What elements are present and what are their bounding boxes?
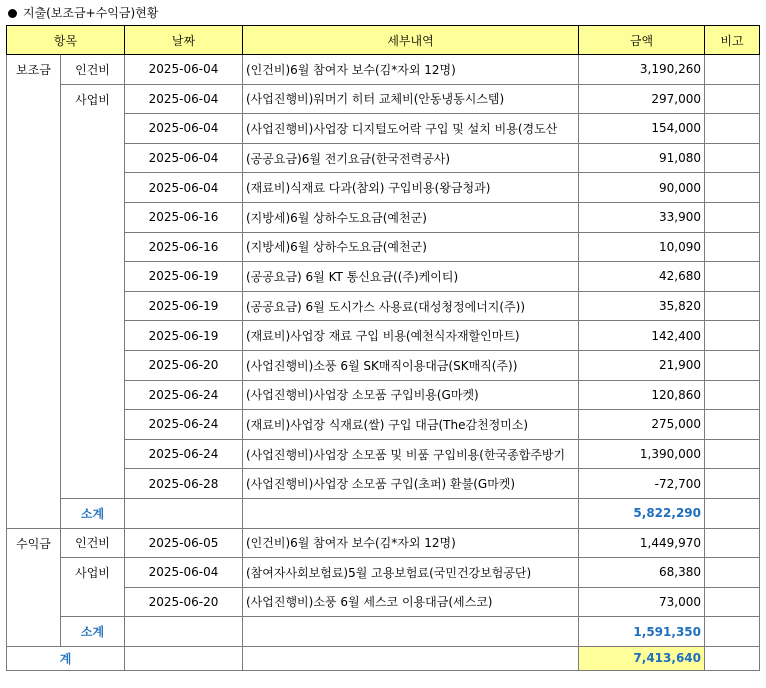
detail-cell[interactable]: (사업진행비)소풍 6월 SK매직이용대금(SK매직(주)) [243,350,579,380]
detail-cell[interactable]: (지방세)6월 상하수도요금(예천군) [243,202,579,232]
category-cell[interactable] [61,587,125,617]
amount-cell[interactable]: 120,860 [579,380,705,410]
group-cell[interactable] [7,321,61,351]
category-cell[interactable] [61,321,125,351]
note-cell[interactable] [705,350,760,380]
table-row [7,321,760,351]
detail-cell[interactable]: (재료비)사업장 재료 구입 비용(예천식자재할인마트) [243,321,579,351]
amount-cell[interactable]: 1,449,970 [579,528,705,558]
detail-cell[interactable]: (사업진행비)사업장 소모품 구입비용(G마켓) [243,380,579,410]
category-cell[interactable] [61,232,125,262]
group-cell[interactable] [7,498,61,528]
note-cell[interactable] [705,55,760,85]
note-cell[interactable] [705,380,760,410]
detail-cell[interactable]: (재료비)식재료 다과(참외) 구입비용(왕금청과) [243,173,579,203]
total-label: 계 [7,646,125,670]
header-date[interactable]: 날짜 [125,26,243,55]
date-cell[interactable]: 2025-06-04 [125,143,243,173]
date-cell[interactable]: 2025-06-20 [125,587,243,617]
category-cell[interactable] [61,350,125,380]
date-cell[interactable]: 2025-06-24 [125,380,243,410]
detail-cell[interactable]: (지방세)6월 상하수도요금(예천군) [243,232,579,262]
subtotal-label: 소계 [61,498,125,528]
detail-cell[interactable]: (인건비)6월 참여자 보수(김*자외 12명) [243,55,579,85]
note-cell[interactable] [705,617,760,647]
amount-cell[interactable]: 21,900 [579,350,705,380]
bullet-icon [8,9,17,18]
group-cell[interactable]: 수익금 [7,528,61,558]
category-cell[interactable]: 인건비 [61,528,125,558]
amount-cell[interactable]: 33,900 [579,202,705,232]
amount-cell[interactable]: 35,820 [579,291,705,321]
date-cell[interactable]: 2025-06-19 [125,291,243,321]
note-cell[interactable] [705,173,760,203]
detail-cell[interactable]: (재료비)사업장 식재료(쌀) 구입 대금(The감천정미소) [243,410,579,440]
note-cell[interactable] [705,114,760,144]
amount-cell[interactable]: 154,000 [579,114,705,144]
date-cell[interactable]: 2025-06-04 [125,84,243,114]
subtotal-label: 소계 [61,617,125,647]
detail-cell[interactable]: (사업진행비)사업장 소모품 및 비품 구입비용(한국종합주방기 [243,439,579,469]
detail-cell[interactable]: (공공요금) 6월 도시가스 사용료(대성청정에너지(주)) [243,291,579,321]
amount-cell[interactable]: -72,700 [579,469,705,499]
amount-cell[interactable]: 73,000 [579,587,705,617]
date-cell[interactable]: 2025-06-24 [125,410,243,440]
note-cell[interactable] [705,528,760,558]
amount-cell[interactable]: 3,190,260 [579,55,705,85]
amount-cell[interactable]: 10,090 [579,232,705,262]
category-cell[interactable]: 인건비 [61,55,125,85]
note-cell[interactable] [705,232,760,262]
report-title [8,5,158,21]
detail-cell[interactable]: (인건비)6월 참여자 보수(김*자외 12명) [243,528,579,558]
empty-cell[interactable] [125,617,243,647]
table-row [7,439,760,469]
table-row [7,143,760,173]
group-cell[interactable] [7,202,61,232]
group-cell[interactable] [7,291,61,321]
detail-cell[interactable]: (사업진행비)워머기 히터 교체비(안동냉동시스템) [243,84,579,114]
amount-cell[interactable]: 68,380 [579,558,705,588]
group-cell[interactable] [7,439,61,469]
table-row [7,380,760,410]
table-row [7,350,760,380]
note-cell[interactable] [705,410,760,440]
table-row [7,173,760,203]
detail-cell[interactable]: (사업진행비)사업장 디지털도어락 구입 및 설치 비용(경도산 [243,114,579,144]
group-cell[interactable] [7,173,61,203]
table-row [7,232,760,262]
detail-cell[interactable]: (참여자사회보험료)5월 고용보험료(국민건강보험공단) [243,558,579,588]
group-cell[interactable] [7,262,61,292]
date-cell[interactable]: 2025-06-16 [125,232,243,262]
category-cell[interactable] [61,143,125,173]
note-cell[interactable] [705,498,760,528]
category-cell[interactable] [61,114,125,144]
subtotal-row [7,498,760,528]
note-cell[interactable] [705,84,760,114]
note-cell[interactable] [705,558,760,588]
category-cell[interactable] [61,410,125,440]
group-cell[interactable] [7,558,61,588]
group-cell[interactable]: 보조금 [7,55,61,85]
date-cell[interactable]: 2025-06-16 [125,202,243,232]
header-detail[interactable]: 세부내역 [243,26,579,55]
empty-cell[interactable] [243,646,579,670]
detail-cell[interactable]: (공공요금) 6월 KT 통신요금((주)케이티) [243,262,579,292]
date-cell[interactable]: 2025-06-04 [125,558,243,588]
subtotal-amount[interactable]: 5,822,290 [579,498,705,528]
date-cell[interactable]: 2025-06-05 [125,528,243,558]
header-amount[interactable]: 금액 [579,26,705,55]
group-cell[interactable] [7,410,61,440]
header-note[interactable]: 비고 [705,26,760,55]
note-cell[interactable] [705,202,760,232]
category-cell[interactable] [61,262,125,292]
group-cell[interactable] [7,350,61,380]
detail-cell[interactable]: (사업진행비)사업장 소모품 구입(초퍼) 환불(G마켓) [243,469,579,499]
table-row [7,587,760,617]
amount-cell[interactable]: 42,680 [579,262,705,292]
report-title-text: 지출(보조금+수익금)현황 [23,6,159,20]
table-row [7,558,760,588]
category-cell[interactable] [61,291,125,321]
date-cell[interactable]: 2025-06-19 [125,321,243,351]
group-cell[interactable] [7,84,61,114]
table-row [7,528,760,558]
category-cell[interactable]: 사업비 [61,558,125,588]
amount-cell[interactable]: 91,080 [579,143,705,173]
total-amount[interactable]: 7,413,640 [579,646,705,670]
table-row [7,114,760,144]
date-cell[interactable]: 2025-06-24 [125,439,243,469]
amount-cell[interactable]: 297,000 [579,84,705,114]
table-row [7,410,760,440]
group-cell[interactable] [7,114,61,144]
table-row [7,84,760,114]
note-cell[interactable] [705,646,760,670]
total-row [7,646,760,670]
group-cell[interactable] [7,143,61,173]
group-cell[interactable] [7,469,61,499]
expense-table [6,25,760,671]
amount-cell[interactable]: 1,390,000 [579,439,705,469]
empty-cell[interactable] [243,617,579,647]
table-row [7,55,760,85]
category-cell[interactable] [61,202,125,232]
detail-cell[interactable]: (사업진행비)소풍 6월 세스코 이용대금(세스코) [243,587,579,617]
subtotal-amount[interactable]: 1,591,350 [579,617,705,647]
table-row [7,262,760,292]
expense-body [7,55,760,671]
date-cell[interactable]: 2025-06-04 [125,55,243,85]
note-cell[interactable] [705,439,760,469]
empty-cell[interactable] [243,498,579,528]
note-cell[interactable] [705,321,760,351]
amount-cell[interactable]: 142,400 [579,321,705,351]
date-cell[interactable]: 2025-06-19 [125,262,243,292]
note-cell[interactable] [705,143,760,173]
table-row [7,202,760,232]
group-cell[interactable] [7,380,61,410]
subtotal-row [7,617,760,647]
header-row [7,26,760,55]
empty-cell[interactable] [125,646,243,670]
date-cell[interactable]: 2025-06-20 [125,350,243,380]
note-cell[interactable] [705,262,760,292]
group-cell[interactable] [7,232,61,262]
detail-cell[interactable]: (공공요금)6월 전기요금(한국전력공사) [243,143,579,173]
amount-cell[interactable]: 90,000 [579,173,705,203]
table-row [7,291,760,321]
date-cell[interactable]: 2025-06-04 [125,173,243,203]
table-row [7,469,760,499]
date-cell[interactable]: 2025-06-28 [125,469,243,499]
category-cell[interactable]: 사업비 [61,84,125,114]
category-cell[interactable] [61,439,125,469]
amount-cell[interactable]: 275,000 [579,410,705,440]
header-item[interactable]: 항목 [7,26,125,55]
category-cell[interactable] [61,173,125,203]
note-cell[interactable] [705,469,760,499]
category-cell[interactable] [61,380,125,410]
note-cell[interactable] [705,291,760,321]
note-cell[interactable] [705,587,760,617]
group-cell[interactable] [7,587,61,617]
group-cell[interactable] [7,617,61,647]
date-cell[interactable]: 2025-06-04 [125,114,243,144]
category-cell[interactable] [61,469,125,499]
empty-cell[interactable] [125,498,243,528]
